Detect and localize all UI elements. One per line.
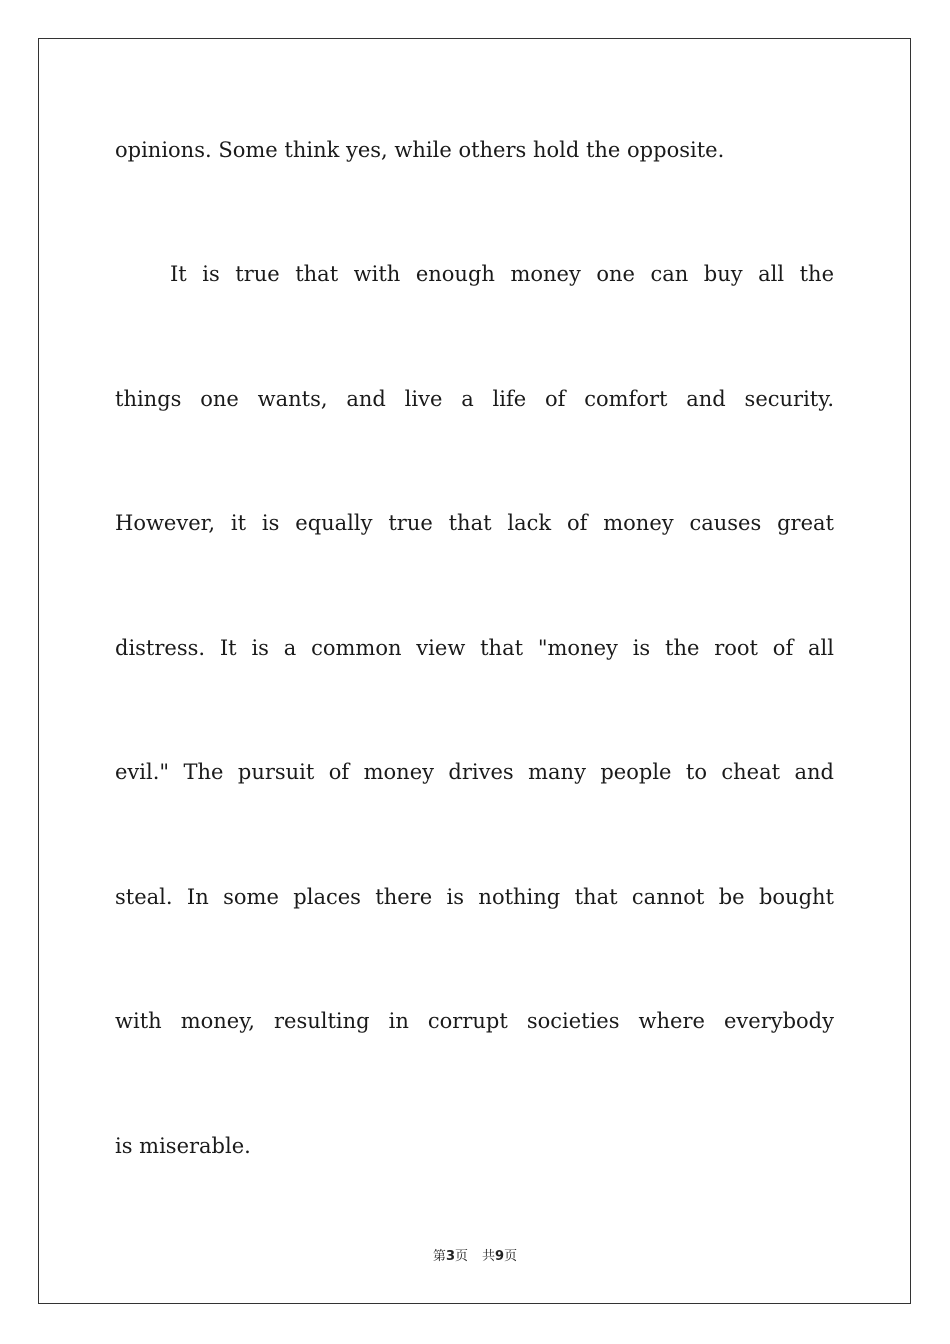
total-page-number: 9 bbox=[495, 1249, 505, 1264]
total-suffix: 页 bbox=[504, 1249, 518, 1264]
paragraph-line: with money, resulting in corrupt societies where everybody bbox=[115, 1009, 834, 1033]
total-prefix: 共 bbox=[482, 1249, 496, 1264]
page-footer bbox=[0, 1248, 950, 1266]
paragraph-line: evil." The pursuit of money drives many people to cheat and bbox=[115, 760, 834, 784]
current-page-number: 3 bbox=[445, 1249, 455, 1264]
paragraph-line: things one wants, and live a life of comfort and security. bbox=[115, 387, 834, 411]
page-suffix: 页 bbox=[454, 1249, 468, 1264]
paragraph-line: is miserable. bbox=[115, 1134, 251, 1158]
paragraph-line: opinions. Some think yes, while others hold the opposite. bbox=[115, 138, 725, 162]
paragraph-line: It is true that with enough money one can buy all the bbox=[170, 262, 834, 286]
paragraph-line: distress. It is a common view that "money is the root of all bbox=[115, 636, 834, 660]
page-border bbox=[38, 38, 911, 1304]
paragraph-line: However, it is equally true that lack of money causes great bbox=[115, 511, 834, 535]
page-prefix: 第 bbox=[432, 1249, 446, 1264]
paragraph-line: steal. In some places there is nothing that cannot be bought bbox=[115, 885, 834, 909]
